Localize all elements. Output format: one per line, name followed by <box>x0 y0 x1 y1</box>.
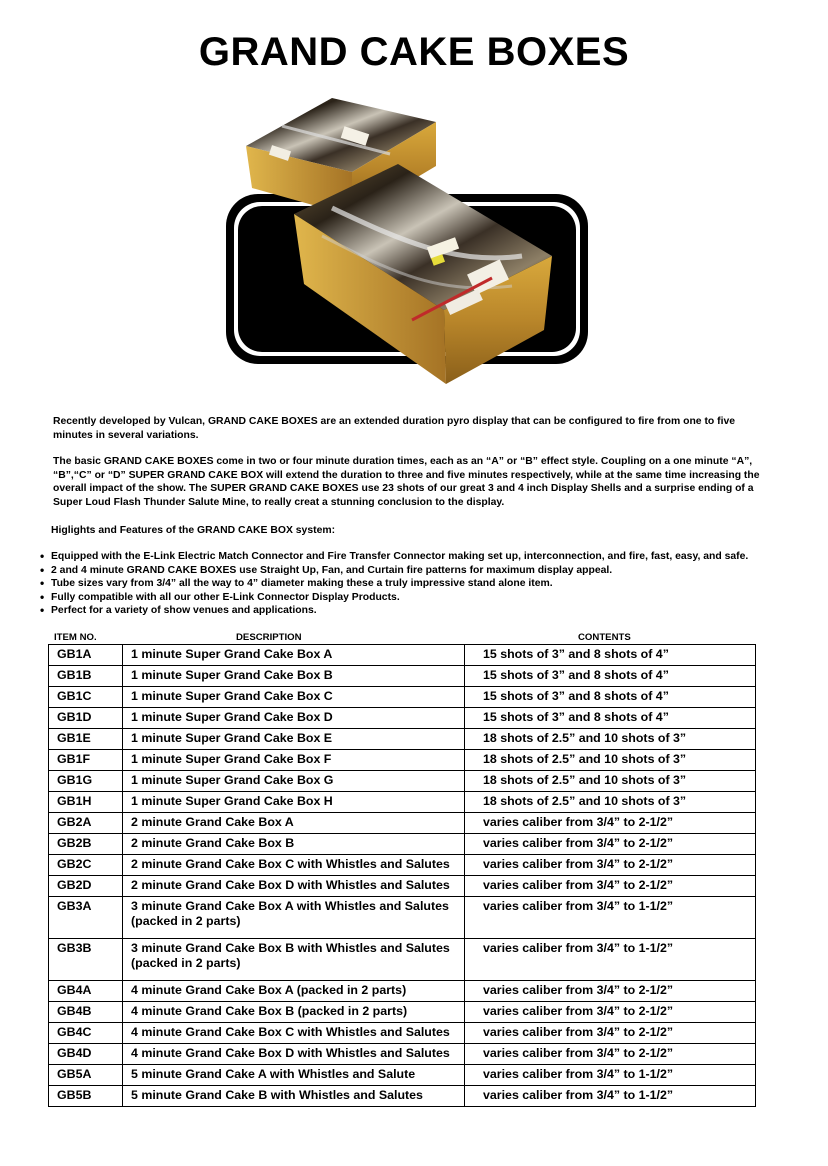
item-no: GB3B <box>49 939 123 981</box>
item-description: 4 minute Grand Cake Box C with Whistles and Salutes <box>123 1023 465 1044</box>
table-row <box>49 792 756 813</box>
item-no: GB1C <box>49 687 123 708</box>
feature-item: • Perfect for a variety of show venues and applications. <box>40 604 748 618</box>
item-no: GB2A <box>49 813 123 834</box>
item-description: 1 minute Super Grand Cake Box B <box>123 666 465 687</box>
item-contents: varies caliber from 3/4” to 2-1/2” <box>465 813 756 834</box>
table-row <box>49 645 756 666</box>
description-line: 3 minute Grand Cake Box B with Whistles and Salutes <box>131 941 450 955</box>
table-row <box>49 729 756 750</box>
item-description: 4 minute Grand Cake Box D with Whistles and Salutes <box>123 1044 465 1065</box>
item-description: 2 minute Grand Cake Box A <box>123 813 465 834</box>
table-row <box>49 855 756 876</box>
item-contents: varies caliber from 3/4” to 1-1/2” <box>465 897 756 939</box>
item-description: 1 minute Super Grand Cake Box H <box>123 792 465 813</box>
grand-cake-boxes-photo <box>222 96 592 396</box>
item-contents: varies caliber from 3/4” to 2-1/2” <box>465 1002 756 1023</box>
item-contents: varies caliber from 3/4” to 1-1/2” <box>465 939 756 981</box>
item-no: GB1H <box>49 792 123 813</box>
table-row <box>49 834 756 855</box>
item-no: GB1E <box>49 729 123 750</box>
features-list <box>40 550 748 618</box>
item-contents: varies caliber from 3/4” to 1-1/2” <box>465 1086 756 1107</box>
table-row <box>49 813 756 834</box>
item-contents: varies caliber from 3/4” to 2-1/2” <box>465 1044 756 1065</box>
item-description: 2 minute Grand Cake Box B <box>123 834 465 855</box>
item-contents: 18 shots of 2.5” and 10 shots of 3” <box>465 792 756 813</box>
item-description: 2 minute Grand Cake Box C with Whistles and Salutes <box>123 855 465 876</box>
table-row <box>49 981 756 1002</box>
table-row <box>49 687 756 708</box>
item-description: 1 minute Super Grand Cake Box F <box>123 750 465 771</box>
item-contents: 18 shots of 2.5” and 10 shots of 3” <box>465 750 756 771</box>
item-description: 1 minute Super Grand Cake Box D <box>123 708 465 729</box>
item-description: 5 minute Grand Cake A with Whistles and Salute <box>123 1065 465 1086</box>
item-no: GB2C <box>49 855 123 876</box>
item-no: GB1B <box>49 666 123 687</box>
header-item-no: ITEM NO. <box>54 632 97 643</box>
description-line-2: (packed in 2 parts) <box>131 956 241 970</box>
item-contents: 18 shots of 2.5” and 10 shots of 3” <box>465 729 756 750</box>
item-no: GB5A <box>49 1065 123 1086</box>
product-table <box>48 644 756 1107</box>
table-row <box>49 897 756 939</box>
item-description <box>123 939 465 981</box>
table-row <box>49 1086 756 1107</box>
item-no: GB1A <box>49 645 123 666</box>
item-description: 4 minute Grand Cake Box A (packed in 2 parts) <box>123 981 465 1002</box>
item-contents: varies caliber from 3/4” to 2-1/2” <box>465 1023 756 1044</box>
product-illustration <box>222 96 592 396</box>
feature-item: • Fully compatible with all our other E-Link Connector Display Products. <box>40 591 748 605</box>
item-contents: varies caliber from 3/4” to 2-1/2” <box>465 855 756 876</box>
item-no: GB4C <box>49 1023 123 1044</box>
item-description <box>123 897 465 939</box>
table-row <box>49 939 756 981</box>
item-no: GB1F <box>49 750 123 771</box>
item-contents: varies caliber from 3/4” to 2-1/2” <box>465 876 756 897</box>
item-description: 2 minute Grand Cake Box D with Whistles and Salutes <box>123 876 465 897</box>
table-row <box>49 1023 756 1044</box>
item-contents: 15 shots of 3” and 8 shots of 4” <box>465 708 756 729</box>
features-heading: Higlights and Features of the GRAND CAKE BOX system: <box>51 525 336 536</box>
item-contents: varies caliber from 3/4” to 2-1/2” <box>465 834 756 855</box>
item-description: 5 minute Grand Cake B with Whistles and Salutes <box>123 1086 465 1107</box>
table-row <box>49 1002 756 1023</box>
item-no: GB1D <box>49 708 123 729</box>
item-contents: varies caliber from 3/4” to 2-1/2” <box>465 981 756 1002</box>
intro-paragraph: Recently developed by Vulcan, GRAND CAKE BOXES are an extended duration pyro display that can be configured to fire from one to five minutes in several variations. <box>53 416 736 441</box>
header-contents: CONTENTS <box>578 632 631 643</box>
item-description: 1 minute Super Grand Cake Box A <box>123 645 465 666</box>
item-contents: 15 shots of 3” and 8 shots of 4” <box>465 645 756 666</box>
description-line: 3 minute Grand Cake Box A with Whistles and Salutes <box>131 899 449 913</box>
table-row <box>49 750 756 771</box>
table-header <box>48 632 754 644</box>
item-contents: 18 shots of 2.5” and 10 shots of 3” <box>465 771 756 792</box>
feature-item: • 2 and 4 minute GRAND CAKE BOXES use Straight Up, Fan, and Curtain fire patterns for maximum display appeal. <box>40 564 748 578</box>
item-no: GB5B <box>49 1086 123 1107</box>
item-no: GB4B <box>49 1002 123 1023</box>
item-description: 1 minute Super Grand Cake Box C <box>123 687 465 708</box>
item-no: GB4D <box>49 1044 123 1065</box>
item-no: GB2D <box>49 876 123 897</box>
item-contents: varies caliber from 3/4” to 1-1/2” <box>465 1065 756 1086</box>
item-no: GB3A <box>49 897 123 939</box>
table-row <box>49 1044 756 1065</box>
feature-item: • Equipped with the E-Link Electric Match Connector and Fire Transfer Connector making set up, interconnection, and fire, fast, easy, and safe. <box>40 550 748 564</box>
table-row <box>49 666 756 687</box>
item-contents: 15 shots of 3” and 8 shots of 4” <box>465 687 756 708</box>
table-row <box>49 771 756 792</box>
table-row <box>49 876 756 897</box>
table-row <box>49 708 756 729</box>
item-description: 1 minute Super Grand Cake Box E <box>123 729 465 750</box>
description-paragraph: The basic GRAND CAKE BOXES come in two or four minute duration times, each as an “A” or “B” effect style. Coupling on a one minute “A”, “B”,“C” or “D” SUPER GRAND CAKE BOX will extend the duration to three and five minutes respectively, while at the same time increasing the overall impact of the show. The SUPER GRAND CAKE BOXES use 23 shots of our great 3 and 4 inch Display Shells and a surprise ending of a Super Loud Flash Thunder Salute Mine, to really creat a stunning conclusion to the display. <box>53 456 760 508</box>
item-no: GB4A <box>49 981 123 1002</box>
item-description: 1 minute Super Grand Cake Box G <box>123 771 465 792</box>
item-no: GB2B <box>49 834 123 855</box>
item-no: GB1G <box>49 771 123 792</box>
header-description: DESCRIPTION <box>236 632 302 643</box>
item-description: 4 minute Grand Cake Box B (packed in 2 parts) <box>123 1002 465 1023</box>
page-title: GRAND CAKE BOXES <box>198 30 630 74</box>
feature-item: • Tube sizes vary from 3/4” all the way to 4” diameter making these a truly impressive stand alone item. <box>40 577 748 591</box>
description-line-2: (packed in 2 parts) <box>131 914 241 928</box>
table-row <box>49 1065 756 1086</box>
item-contents: 15 shots of 3” and 8 shots of 4” <box>465 666 756 687</box>
